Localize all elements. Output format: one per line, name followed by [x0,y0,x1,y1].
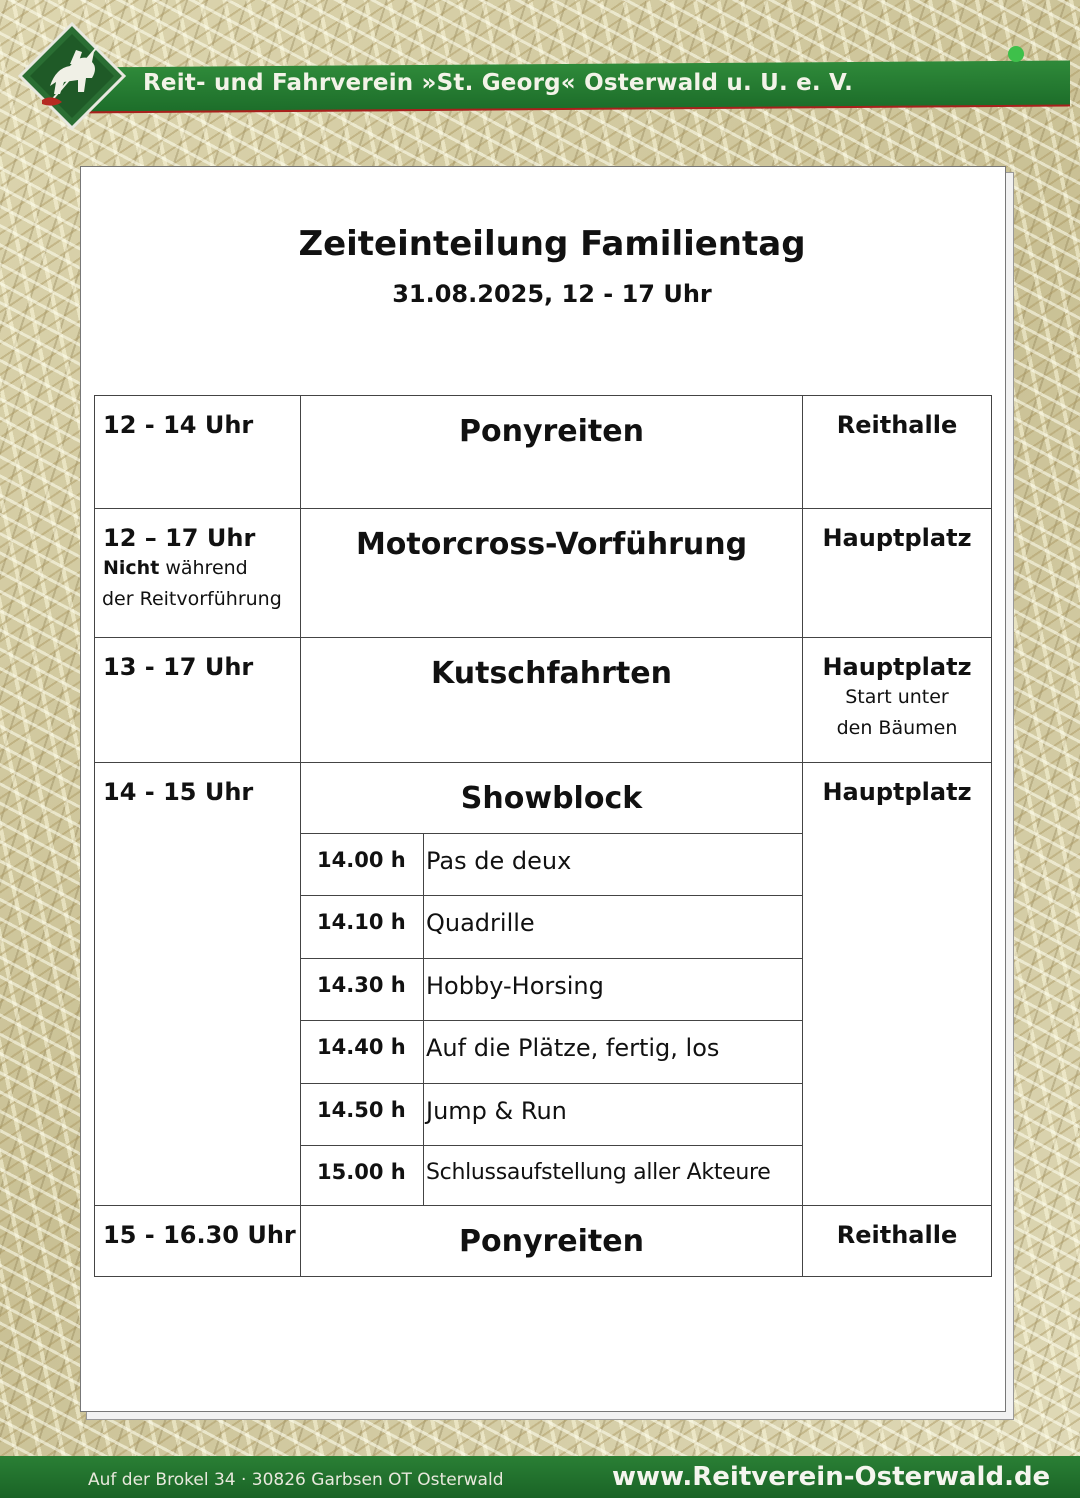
row-time: 12 - 14 Uhr [94,395,301,509]
showblock-time: 15.00 h [300,1145,424,1206]
showblock-item: Quadrille [423,895,803,959]
row-time-cell [94,508,301,638]
showblock-item: Jump & Run [423,1083,803,1146]
row-time: 14 - 15 Uhr [94,762,301,1206]
showblock-item: Pas de deux [423,833,803,896]
row-location: Hauptplatz [822,653,972,681]
st-george-logo-icon [12,16,132,136]
row-activity: Motorcross-Vorführung [300,508,803,638]
showblock-time: 14.30 h [300,958,424,1021]
row-time: 12 – 17 Uhr [103,524,256,552]
footer-website-link[interactable]: www.Reitverein-Osterwald.de [612,1462,1051,1492]
row-time: 13 - 17 Uhr [94,637,301,763]
showblock-time: 14.00 h [300,833,424,896]
row-location-note: den Bäumen [836,717,958,739]
showblock-time: 14.50 h [300,1083,424,1146]
showblock-time: 14.40 h [300,1020,424,1084]
row-location-cell [802,637,992,763]
row-location: Reithalle [802,395,992,509]
row-activity: Ponyreiten [300,1205,803,1277]
row-activity: Showblock [460,781,643,816]
status-dot [1008,46,1024,62]
showblock-time: 14.10 h [300,895,424,959]
footer-address: Auf der Brokel 34 · 30826 Garbsen OT Osterwald [88,1470,504,1490]
row-activity: Ponyreiten [300,395,803,509]
row-activity: Kutschfahrten [300,637,803,763]
row-location: Hauptplatz [802,508,992,638]
row-time-note-line2: der Reitvorführung [102,588,282,610]
row-time-note: Nicht während [103,557,248,579]
showblock-item: Auf die Plätze, fertig, los [423,1020,803,1084]
page-title: Zeiteinteilung Familientag [298,224,806,264]
row-location: Reithalle [802,1205,992,1277]
club-name: Reit- und Fahrverein »St. Georg« Osterwald u. U. e. V. [143,70,854,96]
showblock-item: Schlussaufstellung aller Akteure [423,1145,803,1206]
row-time: 15 - 16.30 Uhr [94,1205,301,1277]
showblock-item: Hobby-Horsing [423,958,803,1021]
row-location: Hauptplatz [802,762,992,1206]
row-location-note: Start unter [845,686,949,708]
page-subtitle: 31.08.2025, 12 - 17 Uhr [392,280,712,308]
